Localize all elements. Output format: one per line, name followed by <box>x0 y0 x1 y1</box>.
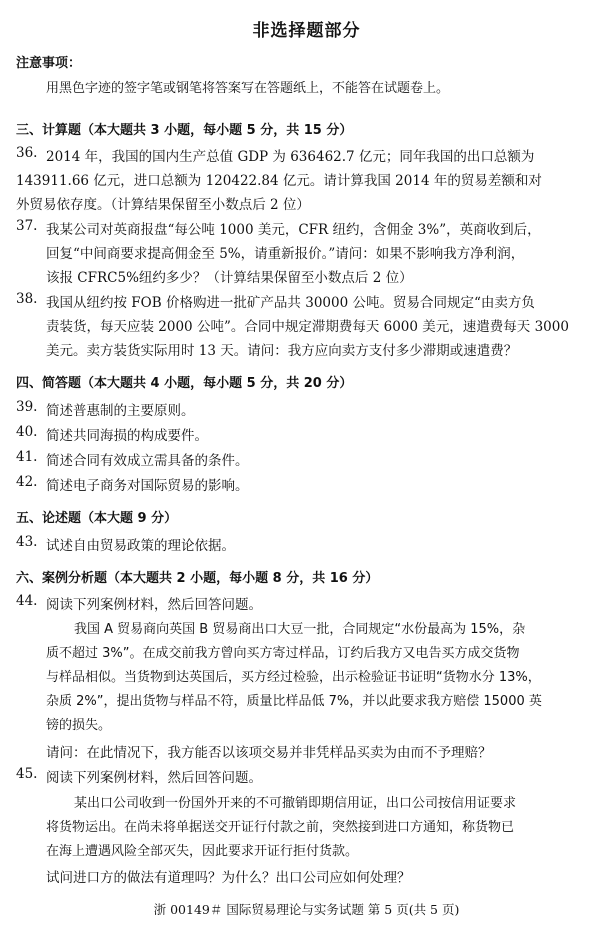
page-title: 非选择题部分 <box>252 21 361 41</box>
section-heading-calculation: 三、计算题（本大题共 3 小题，每小题 5 分，共 15 分） <box>16 123 353 138</box>
question-36-line-2: 143911.66 亿元，进口总额为 120422.84 亿元。请计算我国 2014 年的贸易差额和对 <box>16 173 542 189</box>
question-44-prompt: 请问：在此情况下，我方能否以该项交易并非凭样品买卖为由而不予理赔？ <box>46 745 492 761</box>
question-41-text: 简述合同有效成立需具备的条件。 <box>46 453 249 469</box>
case-44-line-2: 质不超过 3%”。在成交前我方曾向买方寄过样品，订约后我方又电告买方成交货物 <box>46 646 520 661</box>
question-number-45: 45. <box>16 766 38 782</box>
question-number-38: 38. <box>16 291 38 307</box>
question-36-line-3: 外贸易依存度。（计算结果保留至小数点后 2 位） <box>16 197 310 213</box>
question-38-line-1: 我国从纽约按 FOB 价格购进一批矿产品共 30000 公吨。贸易合同规定“由卖方负 <box>46 295 535 311</box>
question-44-intro: 阅读下列案例材料，然后回答问题。 <box>46 597 262 613</box>
question-number-39: 39. <box>16 399 38 415</box>
question-number-44: 44. <box>16 593 38 609</box>
notice-heading: 注意事项： <box>16 56 82 71</box>
question-number-37: 37. <box>16 218 38 234</box>
case-45-line-1: 某出口公司收到一份国外开来的不可撤销即期信用证，出口公司按信用证要求 <box>74 796 517 811</box>
question-43-text: 试述自由贸易政策的理论依据。 <box>46 538 235 554</box>
case-44-line-4: 杂质 2%”，提出货物与样品不符，质量比样品低 7%，并以此要求我方赔偿 15000 英 <box>46 694 542 709</box>
question-42-text: 简述电子商务对国际贸易的影响。 <box>46 478 249 494</box>
question-38-line-3: 美元。卖方装货实际用时 13 天。请问：我方应向卖方支付多少滞期或速遣费？ <box>46 343 518 359</box>
question-number-36: 36. <box>16 145 38 161</box>
question-45-prompt: 试问进口方的做法有道理吗？为什么？出口公司应如何处理？ <box>46 870 411 886</box>
question-number-41: 41. <box>16 449 38 465</box>
question-36-line-1: 2014 年，我国的国内生产总值 GDP 为 636462.7 亿元；同年我国的出口总额为 <box>46 149 535 165</box>
case-44-line-1: 我国 A 贸易商向英国 B 贸易商出口大豆一批，合同规定“水份最高为 15%，杂 <box>74 622 526 637</box>
question-45-intro: 阅读下列案例材料，然后回答问题。 <box>46 770 262 786</box>
question-number-43: 43. <box>16 534 38 550</box>
section-heading-essay: 五、论述题（本大题 9 分） <box>16 511 178 526</box>
notice-text: 用黑色字迹的签字笔或钢笔将答案写在答题纸上，不能答在试题卷上。 <box>46 81 450 96</box>
question-37-line-3: 该报 CFRC5%纽约多少？（计算结果保留至小数点后 2 位） <box>46 270 413 286</box>
question-number-42: 42. <box>16 474 38 490</box>
question-40-text: 简述共同海损的构成要件。 <box>46 428 208 444</box>
case-45-line-2: 将货物运出。在尚未将单据送交开证行付款之前，突然接到进口方通知，称货物已 <box>46 820 515 835</box>
question-39-text: 简述普惠制的主要原则。 <box>46 403 195 419</box>
section-heading-case-analysis: 六、案例分析题（本大题共 2 小题，每小题 8 分，共 16 分） <box>16 571 379 586</box>
question-37-line-2: 回复“中间商要求提高佣金至 5%，请重新报价。”请问：如果不影响我方净利润， <box>46 246 525 262</box>
case-45-line-3: 在海上遭遇风险全部灭失，因此要求开证行拒付货款。 <box>46 844 359 859</box>
question-37-line-1: 我某公司对英商报盘“每公吨 1000 美元，CFR 纽约，含佣金 3%”，英商收到后， <box>46 222 541 238</box>
page-footer: 浙 00149＃ 国际贸易理论与实务试题 第 5 页(共 5 页) <box>153 902 460 917</box>
case-44-line-5: 镑的损失。 <box>46 718 112 733</box>
question-number-40: 40. <box>16 424 38 440</box>
question-38-line-2: 责装货，每天应装 2000 公吨”。合同中规定滞期费每天 6000 美元，速遣费每天 3000 <box>46 319 569 335</box>
case-44-line-3: 与样品相似。当货物到达英国后，买方经过检验，出示检验证书证明“货物水分 13%， <box>46 670 541 685</box>
section-heading-short-answer: 四、简答题（本大题共 4 小题，每小题 5 分，共 20 分） <box>16 376 353 391</box>
